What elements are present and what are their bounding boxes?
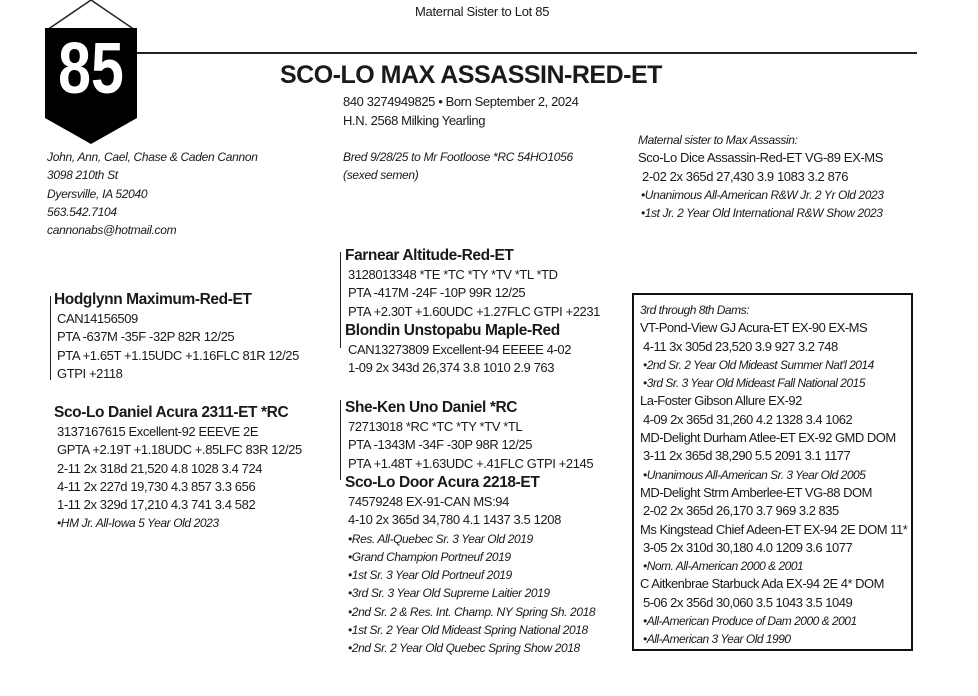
dam-line: 2-11 2x 318d 21,520 4.8 1028 3.4 724 (57, 460, 263, 476)
maternal-grandsire-block (345, 398, 593, 473)
lot-number: 85 (58, 29, 124, 109)
paternal-grandsire-line: PTA +2.30T +1.60UDC +1.27FLC GTPI +2231 (348, 303, 601, 319)
maternal-granddam-line: 4-10 2x 365d 34,780 4.1 1437 3.5 1208 (348, 512, 561, 528)
sire-line: PTA +1.65T +1.15UDC +1.16FLC 81R 12/25 (57, 347, 299, 363)
animal-name: SCO-LO MAX ASSASSIN-RED-ET (280, 61, 662, 89)
sire-line: GTPI +2118 (57, 365, 123, 381)
maternal-granddam-block (345, 473, 595, 658)
dam-entry-name: C Aitkenbrae Starbuck Ada EX-94 2E 4* DOM (640, 576, 884, 592)
maternal-sister-name: Sco-Lo Dice Assassin-Red-ET VG-89 EX-MS (638, 150, 883, 166)
paternal-grandsire-name: Farnear Altitude-Red-ET (345, 247, 514, 264)
paternal-grandsire-line: 3128013348 *TE *TC *TY *TV *TL *TD (348, 267, 558, 282)
dams-box (632, 293, 913, 651)
maternal-granddam-award: •3rd Sr. 3 Year Old Supreme Laitier 2019 (348, 586, 550, 601)
dam-line: 1-11 2x 329d 17,210 4.3 741 3.4 582 (57, 497, 256, 513)
lot-tag (44, 0, 138, 145)
owner-block (47, 148, 258, 239)
connector-paternal-grandsire (340, 252, 341, 348)
dam-entry-award: •2nd Sr. 2 Year Old Mideast Summer Nat'l 2014 (643, 357, 874, 372)
maternal-sister-award: •Unanimous All-American R&W Jr. 2 Yr Old 2023 (641, 187, 884, 202)
dams-box-content (640, 301, 907, 649)
maternal-granddam-award: •Grand Champion Portneuf 2019 (348, 549, 511, 564)
paternal-granddam-block (345, 321, 571, 378)
sire-block (54, 290, 299, 383)
owner-email: cannonabs@hotmail.com (47, 223, 177, 238)
dam-entry-record: 2-02 2x 365d 26,170 3.7 969 3.2 835 (643, 503, 839, 519)
dam-entry-record: 4-11 3x 305d 23,520 3.9 927 3.2 748 (643, 338, 838, 354)
maternal-grandsire-name: She-Ken Uno Daniel *RC (345, 399, 518, 416)
maternal-sister-award: •1st Jr. 2 Year Old International R&W Show 2023 (641, 206, 883, 221)
breeding-line-2: (sexed semen) (343, 168, 419, 183)
registration-line: 840 3274949825 • Born September 2, 2024 (343, 94, 579, 109)
owner-city: Dyersville, IA 52040 (47, 186, 148, 201)
owner-names: John, Ann, Cael, Chase & Caden Cannon (47, 150, 258, 164)
dam-block (54, 403, 302, 533)
dam-entry-name: MD-Delight Durham Atlee-ET EX-92 GMD DOM (640, 430, 896, 446)
sire-line: CAN14156509 (57, 311, 138, 326)
dam-name: Sco-Lo Daniel Acura 2311-ET *RC (54, 404, 289, 421)
sire-line: PTA -637M -35F -32P 82R 12/25 (57, 329, 235, 345)
dam-line: 4-11 2x 227d 19,730 4.3 857 3.3 656 (57, 478, 256, 494)
dam-line: 3137167615 Excellent-92 EEEVE 2E (57, 424, 259, 439)
maternal-sister-block (638, 131, 884, 222)
paternal-granddam-line: CAN13273809 Excellent-94 EEEEE 4-02 (348, 342, 572, 357)
dam-entry-record: 4-09 2x 365d 31,260 4.2 1328 3.4 1062 (643, 411, 853, 427)
maternal-granddam-line: 74579248 EX-91-CAN MS:94 (348, 494, 509, 509)
dam-entry-name: La-Foster Gibson Allure EX-92 (640, 393, 802, 409)
connector-sire-side (50, 296, 51, 380)
dam-entry-award: •Nom. All-American 2000 & 2001 (643, 559, 804, 574)
dam-entry-award: •Unanimous All-American Sr. 3 Year Old 2005 (643, 467, 866, 482)
maternal-grandsire-line: PTA +1.48T +1.63UDC +.41FLC GTPI +2145 (348, 455, 594, 471)
dam-line: GPTA +2.19T +1.18UDC +.85LFC 83R 12/25 (57, 442, 302, 458)
breeding-block (343, 148, 573, 185)
breeding-line-1: Bred 9/28/25 to Mr Footloose *RC 54HO1056 (343, 150, 573, 164)
owner-phone: 563.542.7104 (47, 204, 117, 219)
maternal-granddam-award: •2nd Sr. 2 & Res. Int. Champ. NY Spring Sh. 2018 (348, 604, 596, 619)
dams-box-title: 3rd through 8th Dams: (640, 303, 749, 317)
dam-award: •HM Jr. All-Iowa 5 Year Old 2023 (57, 516, 219, 531)
connector-maternal-grandsire (340, 400, 341, 480)
dam-entry-name: Ms Kingstead Chief Adeen-ET EX-94 2E DOM 11* (640, 521, 908, 537)
maternal-granddam-name: Sco-Lo Door Acura 2218-ET (345, 474, 540, 491)
hn-line: H.N. 2568 Milking Yearling (343, 113, 486, 128)
dam-entry-award: •3rd Sr. 3 Year Old Mideast Fall National 2015 (643, 376, 865, 391)
dam-entry-record: 3-05 2x 310d 30,180 4.0 1209 3.6 1077 (643, 539, 853, 555)
dam-entry-record: 3-11 2x 365d 38,290 5.5 2091 3.1 1177 (643, 448, 851, 464)
maternal-sister-note: Maternal Sister to Lot 85 (415, 4, 550, 19)
paternal-grandsire-line: PTA -417M -24F -10P 99R 12/25 (348, 285, 526, 301)
dam-entry-name: MD-Delight Strm Amberlee-ET VG-88 DOM (640, 484, 872, 500)
sire-name: Hodglynn Maximum-Red-ET (54, 291, 252, 308)
maternal-grandsire-line: 72713018 *RC *TC *TY *TV *TL (348, 419, 523, 434)
maternal-sister-label: Maternal sister to Max Assassin: (638, 133, 798, 147)
maternal-sister-record: 2-02 2x 365d 27,430 3.9 1083 3.2 876 (642, 168, 849, 184)
dam-entry-award: •All-American Produce of Dam 2000 & 2001 (643, 614, 857, 629)
maternal-granddam-award: •1st Sr. 2 Year Old Mideast Spring National 2018 (348, 623, 588, 638)
maternal-granddam-award: •2nd Sr. 2 Year Old Quebec Spring Show 2018 (348, 641, 580, 656)
paternal-granddam-line: 1-09 2x 343d 26,374 3.8 1010 2.9 763 (348, 360, 555, 376)
maternal-granddam-award: •1st Sr. 3 Year Old Portneuf 2019 (348, 568, 512, 583)
top-rule (135, 52, 917, 54)
paternal-granddam-name: Blondin Unstopabu Maple-Red (345, 322, 560, 339)
paternal-grandsire-block (345, 246, 600, 321)
dam-entry-name: VT-Pond-View GJ Acura-ET EX-90 EX-MS (640, 320, 868, 336)
dam-entry-record: 5-06 2x 356d 30,060 3.5 1043 3.5 1049 (643, 594, 853, 610)
owner-street: 3098 210th St (47, 168, 118, 183)
maternal-grandsire-line: PTA -1343M -34F -30P 98R 12/25 (348, 437, 533, 453)
maternal-granddam-award: •Res. All-Quebec Sr. 3 Year Old 2019 (348, 531, 533, 546)
dam-entry-award: •All-American 3 Year Old 1990 (643, 632, 791, 647)
